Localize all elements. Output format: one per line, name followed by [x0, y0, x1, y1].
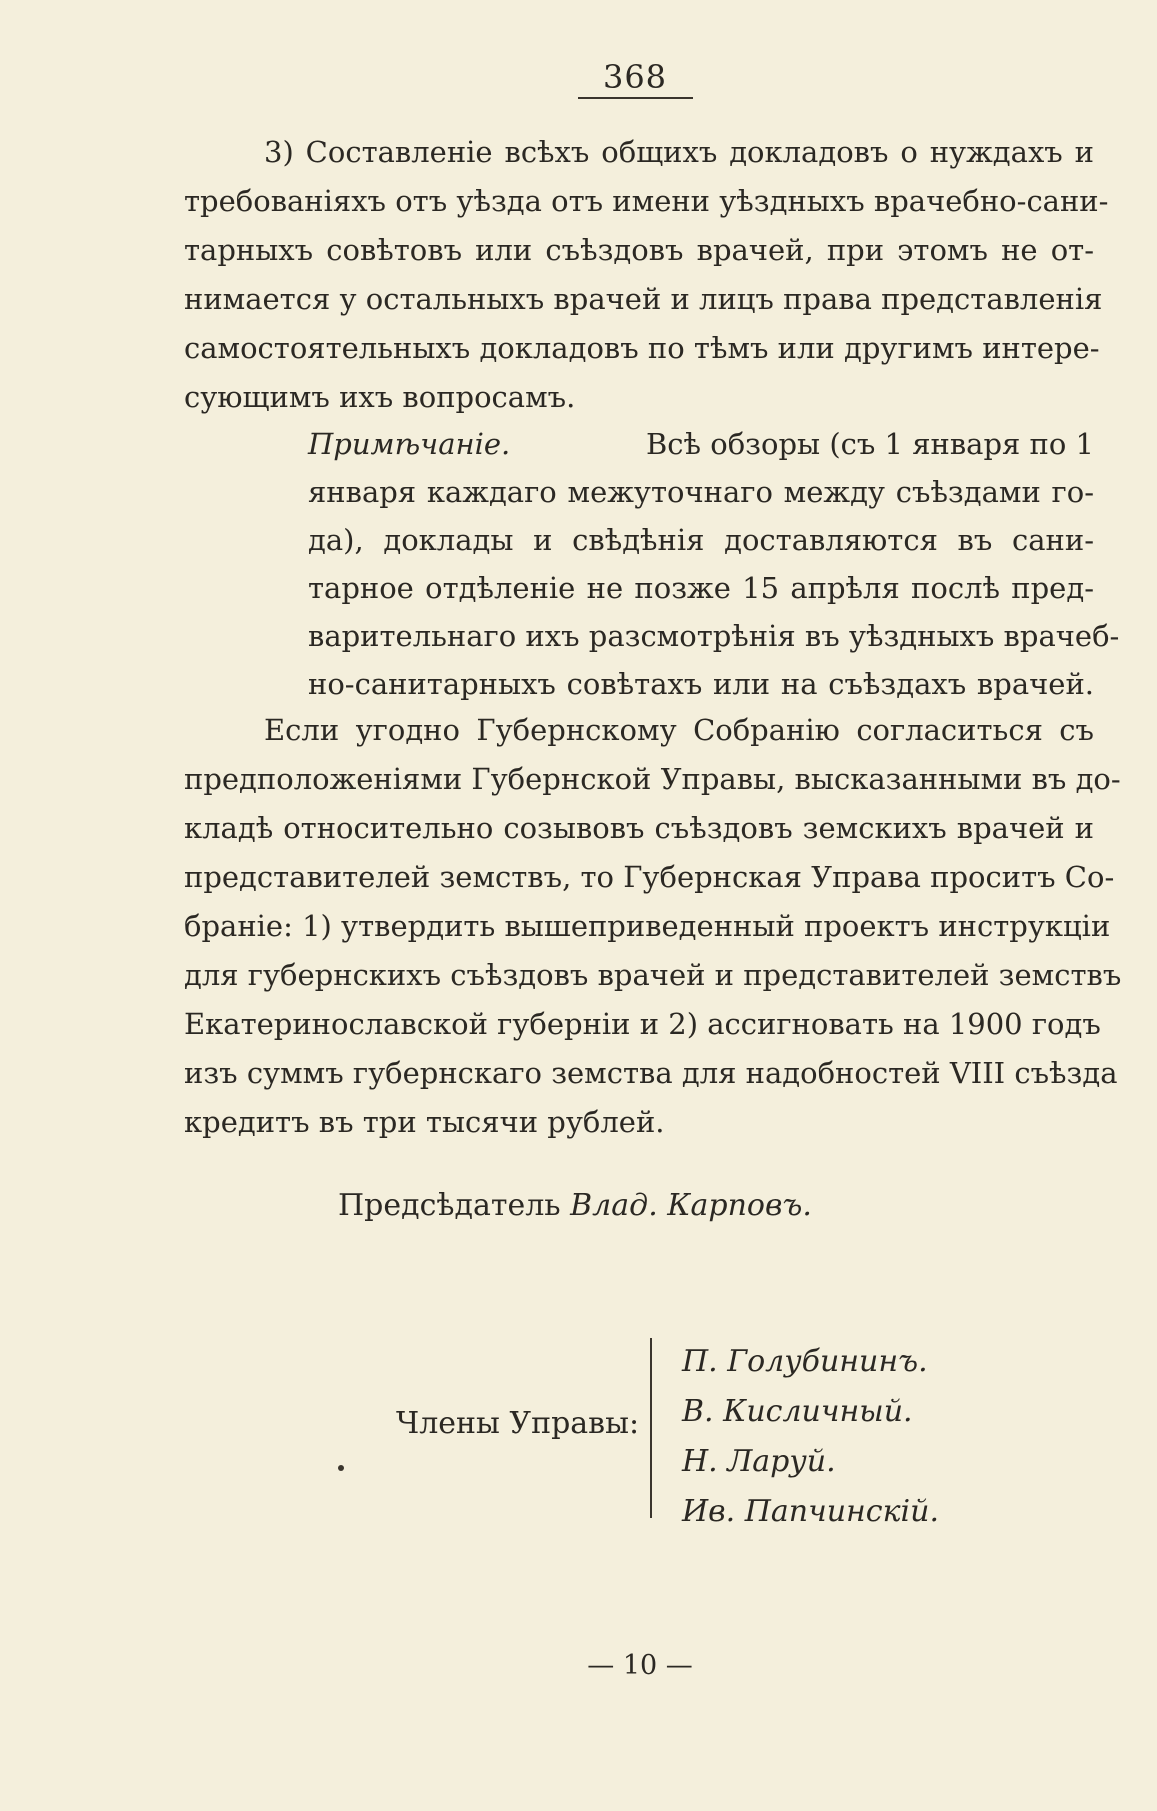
page-number-underline — [578, 97, 693, 99]
paragraph-1-line: 3) Составленіе всѣхъ общихъ докладовъ о нуждахъ и — [264, 135, 1094, 169]
note-line: да), доклады и свѣдѣнія доставляются въ сани- — [308, 523, 1094, 557]
paragraph-1-line: нимается у остальныхъ врачей и лицъ права представленія — [184, 282, 1103, 316]
paragraph-2-line: браніе: 1) утвердить вышеприведенный проектъ инструкціи — [184, 909, 1111, 943]
member-name: Н. Ларуй. — [682, 1444, 836, 1479]
member-name: В. Кисличный. — [682, 1394, 913, 1429]
paragraph-2-line: предположеніями Губернской Управы, высказанными въ до- — [184, 762, 1121, 796]
member-name: Ив. Папчинскій. — [682, 1494, 939, 1529]
paragraph-2-line: изъ суммъ губернскаго земства для надобностей VIII съѣзда — [184, 1056, 1118, 1090]
note-first-line — [308, 424, 1094, 464]
paragraph-2-line: для губернскихъ съѣздовъ врачей и представителей земствъ — [184, 958, 1122, 992]
note-first-line-text: Всѣ обзоры (съ 1 января по 1 — [646, 427, 1094, 461]
page-number: 368 — [602, 58, 668, 96]
paragraph-1-line: самостоятельныхъ докладовъ по тѣмъ или другимъ интере- — [184, 331, 1100, 365]
paragraph-1-line: требованіяхъ отъ уѣзда отъ имени уѣздныхъ врачебно-сани- — [184, 184, 1109, 218]
footer-page-number: — 10 — — [587, 1650, 693, 1681]
paragraph-2-line: представителей земствъ, то Губернская Управа проситъ Со- — [184, 860, 1115, 894]
paragraph-2-line: Если угодно Губернскому Собранію согласиться съ — [264, 713, 1094, 747]
chairman-name: Влад. Карповъ. — [570, 1188, 812, 1223]
paragraph-2-line: кладѣ относительно созывовъ съѣздовъ земскихъ врачей и — [184, 811, 1094, 845]
paragraph-2-line: кредитъ въ три тысячи рублей. — [184, 1105, 665, 1139]
note-line: но-санитарныхъ совѣтахъ или на съѣздахъ врачей. — [308, 667, 1094, 701]
paragraph-2-line: Екатеринославской губерніи и 2) ассигновать на 1900 годъ — [184, 1007, 1101, 1041]
note-line: варительнаго ихъ разсмотрѣнія въ уѣздныхъ врачеб- — [308, 619, 1120, 653]
members-brace — [650, 1338, 652, 1518]
chairman-title: Предсѣдатель — [338, 1188, 561, 1223]
paragraph-1-line: тарныхъ совѣтовъ или съѣздовъ врачей, при этомъ не от- — [184, 233, 1094, 267]
paragraph-1-line: сующимъ ихъ вопросамъ. — [184, 380, 576, 414]
member-name: П. Голубининъ. — [682, 1344, 928, 1379]
note-line: января каждаго межуточнаго между съѣздами го- — [308, 475, 1094, 509]
note-line: тарное отдѣленіе не позже 15 апрѣля послѣ пред- — [308, 571, 1094, 605]
members-label: Члены Управы: — [396, 1406, 640, 1441]
ink-dot — [338, 1465, 344, 1471]
note-label: Примѣчаніе. — [308, 427, 511, 461]
chairman-signature — [338, 1188, 812, 1223]
